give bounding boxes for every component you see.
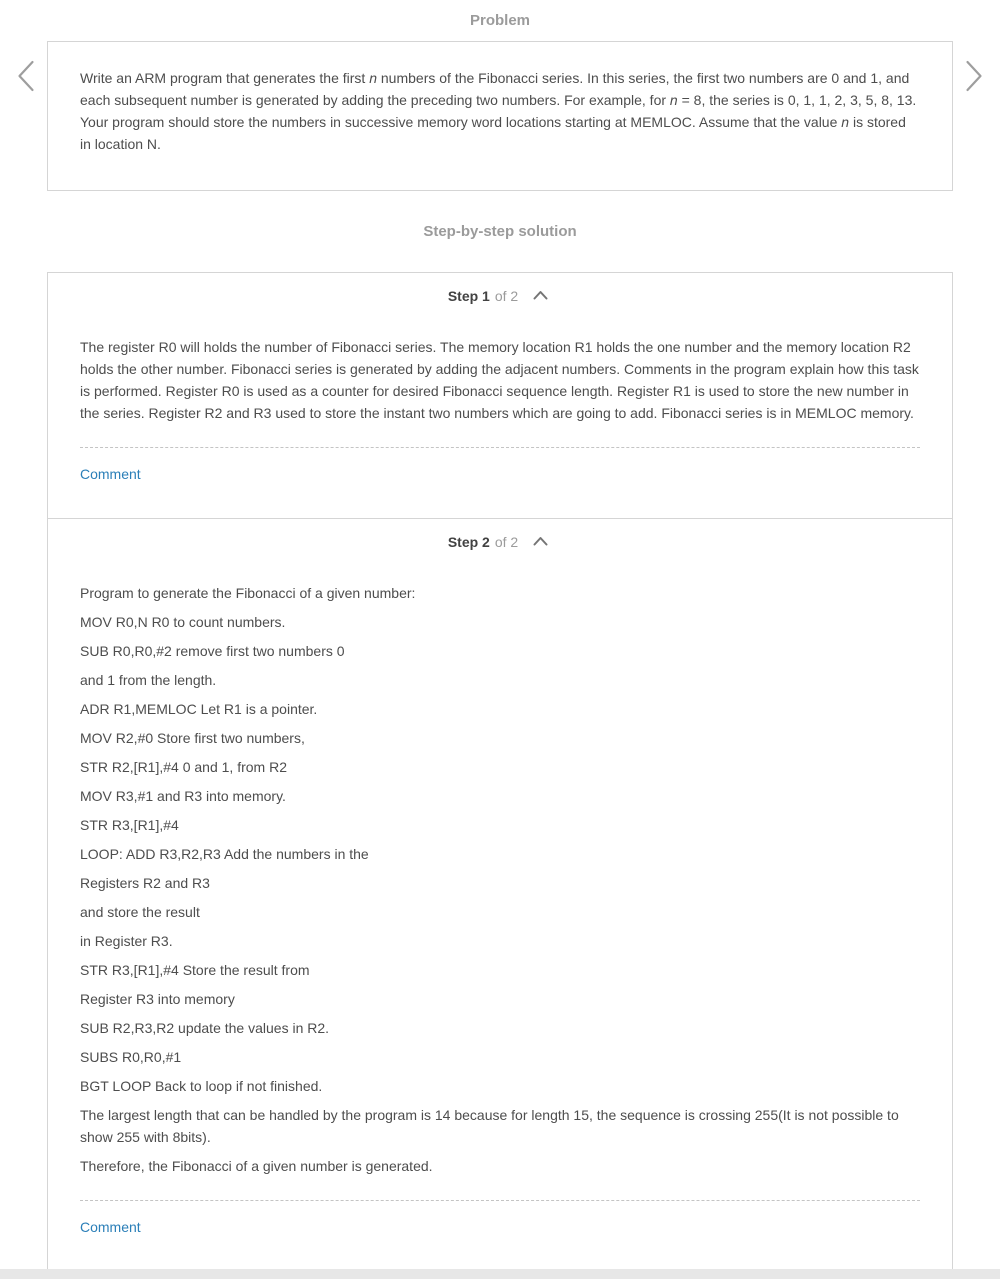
comment-link[interactable]: Comment [80,466,141,482]
step-paragraph: STR R3,[R1],#4 Store the result from [80,962,310,978]
step-paragraph: in Register R3. [80,933,173,949]
step-1-header [80,286,920,305]
step-2-count: of 2 [494,533,519,550]
step-2-collapse-button[interactable] [529,532,552,551]
problem-card [47,41,953,191]
step-paragraph: MOV R2,#0 Store first two numbers, [80,730,305,746]
chevron-up-icon [533,288,548,303]
step-paragraph: Therefore, the Fibonacci of a given number is generated. [80,1158,433,1174]
bottom-strip [0,1269,1000,1279]
step-paragraph: SUBS R0,R0,#1 [80,1049,182,1065]
step-paragraph: SUB R2,R3,R2 update the values in R2. [80,1020,330,1036]
chevron-up-icon [533,534,548,549]
step-paragraph: and store the result [80,904,200,920]
step-2-comment-row [80,1216,920,1238]
step-card-2 [47,518,953,1272]
next-problem-button[interactable] [957,60,991,94]
step-paragraph: STR R3,[R1],#4 [80,817,179,833]
step-paragraph: Register R3 into memory [80,991,235,1007]
step-1-body [80,336,920,424]
step-2-label: Step 2 [447,533,490,550]
step-1-label: Step 1 [447,287,490,304]
comment-link[interactable]: Comment [80,1219,141,1235]
solution-heading: Step-by-step solution [423,223,577,240]
step-paragraph: The register R0 will holds the number of Fibonacci series. The memory location R1 holds the one number and the memory location R2 holds the other number. Fibonacci series is generated by adding the adjacent numbers. Comments in the program explain how this task is performed. Register R0 is used as a counter for desired Fibonacci sequence length. Register R1 is used to store the new number in the series. Register R2 and R3 used to store the instant two numbers which are going to add. Fibonacci series is in MEMLOC memory. [80,339,919,421]
step-paragraph: MOV R0,N R0 to count numbers. [80,614,286,630]
problem-text: Write an ARM program that generates the first n numbers of the Fibonacci series. In this series, the first two numbers are 0 and 1, and each subsequent number is generated by adding the preceding two numbers. For example, for n = 8, the series is 0, 1, 1, 2, 3, 5, 8, 13. Your program should store the numbers in successive memory word locations starting at MEMLOC. Assume that the value n is stored in location N. [80,70,917,152]
step-paragraph: MOV R3,#1 and R3 into memory. [80,788,286,804]
divider [80,1200,920,1201]
step-paragraph: BGT LOOP Back to loop if not finished. [80,1078,323,1094]
chevron-right-icon [965,60,983,95]
step-paragraph: and 1 from the length. [80,672,217,688]
chevron-left-icon [17,60,35,95]
step-paragraph: Registers R2 and R3 [80,875,210,891]
problem-heading: Problem [469,12,530,29]
step-1-comment-row [80,463,920,485]
step-2-body [80,582,920,1177]
step-1-count: of 2 [494,287,519,304]
step-1-collapse-button[interactable] [529,286,552,305]
step-paragraph: Program to generate the Fibonacci of a given number: [80,585,416,601]
step-card-1 [47,272,953,519]
step-2-header [80,532,920,551]
step-paragraph: SUB R0,R0,#2 remove first two numbers 0 [80,643,345,659]
prev-problem-button[interactable] [9,60,43,94]
divider [80,447,920,448]
step-paragraph: STR R2,[R1],#4 0 and 1, from R2 [80,759,287,775]
step-paragraph: LOOP: ADD R3,R2,R3 Add the numbers in the [80,846,369,862]
step-paragraph: ADR R1,MEMLOC Let R1 is a pointer. [80,701,318,717]
step-paragraph: The largest length that can be handled by the program is 14 because for length 15, the sequence is crossing 255(It is not possible to show 255 with 8bits). [80,1107,899,1145]
